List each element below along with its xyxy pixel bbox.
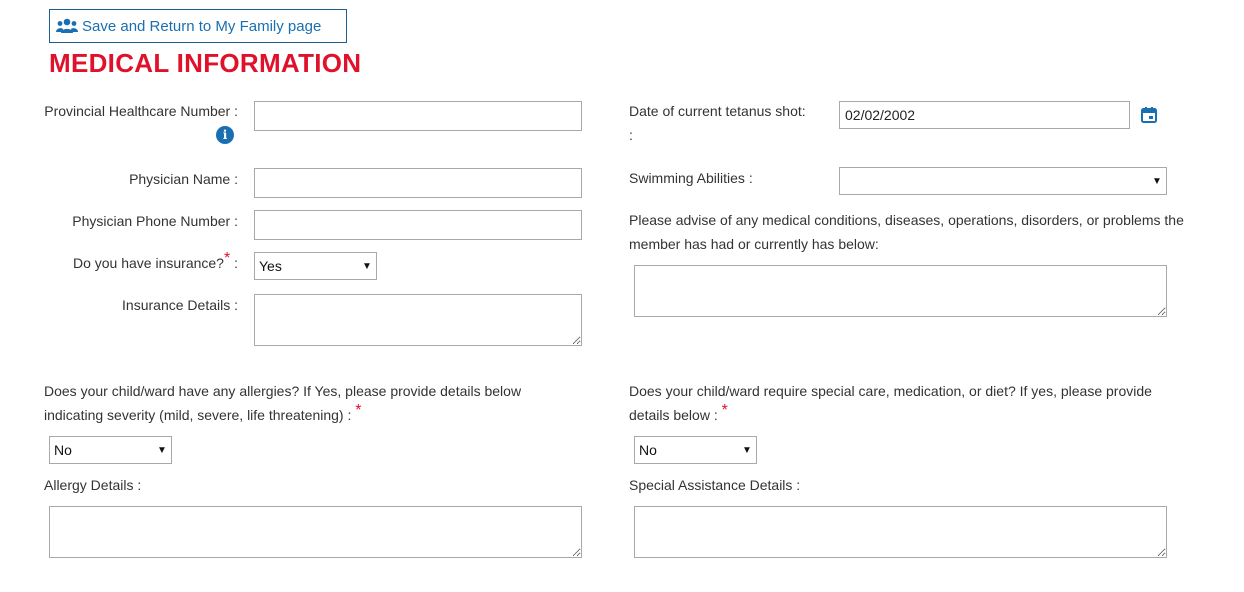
- physician-name-input[interactable]: [254, 168, 582, 198]
- allergies-select-value: No: [54, 442, 72, 458]
- physician-phone-label: Physician Phone Number :: [72, 213, 238, 229]
- physician-name-label: Physician Name :: [129, 171, 238, 187]
- insurance-details-textarea[interactable]: [254, 294, 582, 346]
- allergies-question-text: Does your child/ward have any allergies? If Yes, please provide details below indicating severity (mild, severe, life threatening) :: [44, 383, 522, 423]
- info-icon[interactable]: i: [216, 126, 234, 144]
- swimming-select[interactable]: [839, 167, 1167, 195]
- users-icon: [56, 18, 78, 34]
- insurance-label-colon: :: [234, 255, 238, 271]
- allergy-details-label: Allergy Details :: [44, 477, 142, 493]
- health-number-input[interactable]: [254, 101, 582, 131]
- conditions-label: Please advise of any medical conditions, diseases, operations, disorders, or problems the member has had or currently has below:: [629, 212, 1184, 252]
- conditions-textarea[interactable]: [634, 265, 1167, 317]
- tetanus-label-text: Date of current tetanus shot:: [629, 103, 806, 119]
- required-marker: *: [721, 402, 728, 419]
- tetanus-date-input[interactable]: [839, 101, 1130, 129]
- physician-phone-input[interactable]: [254, 210, 582, 240]
- insurance-label: [0, 250, 238, 273]
- allergies-select[interactable]: [49, 436, 172, 464]
- special-assistance-label: Special Assistance Details :: [629, 477, 801, 493]
- special-care-question-text: Does your child/ward require special care, medication, or diet? If yes, please provide details below :: [629, 383, 1152, 423]
- save-return-button[interactable]: [49, 9, 347, 43]
- insurance-select-value: Yes: [259, 258, 282, 274]
- dropdown-arrow-icon: ▼: [157, 444, 167, 456]
- dropdown-arrow-icon: ▼: [1152, 175, 1162, 187]
- special-care-select[interactable]: [634, 436, 757, 464]
- dropdown-arrow-icon: ▼: [742, 444, 752, 456]
- allergy-details-textarea[interactable]: [49, 506, 582, 558]
- save-return-label: Save and Return to My Family page: [82, 17, 322, 35]
- required-marker: *: [355, 402, 362, 419]
- page-title: MEDICAL INFORMATION: [49, 48, 362, 78]
- health-number-label: Provincial Healthcare Number :: [44, 103, 238, 119]
- allergies-question: [44, 379, 584, 428]
- insurance-label-text: Do you have insurance?: [72, 255, 224, 271]
- dropdown-arrow-icon: ▼: [362, 260, 372, 272]
- special-care-select-value: No: [639, 442, 657, 458]
- tetanus-label-colon: :: [629, 127, 633, 143]
- swimming-label: Swimming Abilities :: [629, 170, 753, 186]
- special-care-question: [629, 379, 1189, 428]
- insurance-select[interactable]: [254, 252, 377, 280]
- tetanus-label: [629, 99, 829, 147]
- calendar-icon[interactable]: [1140, 106, 1158, 124]
- required-marker: *: [223, 250, 231, 267]
- insurance-details-label: Insurance Details :: [122, 297, 238, 313]
- special-assistance-textarea[interactable]: [634, 506, 1167, 558]
